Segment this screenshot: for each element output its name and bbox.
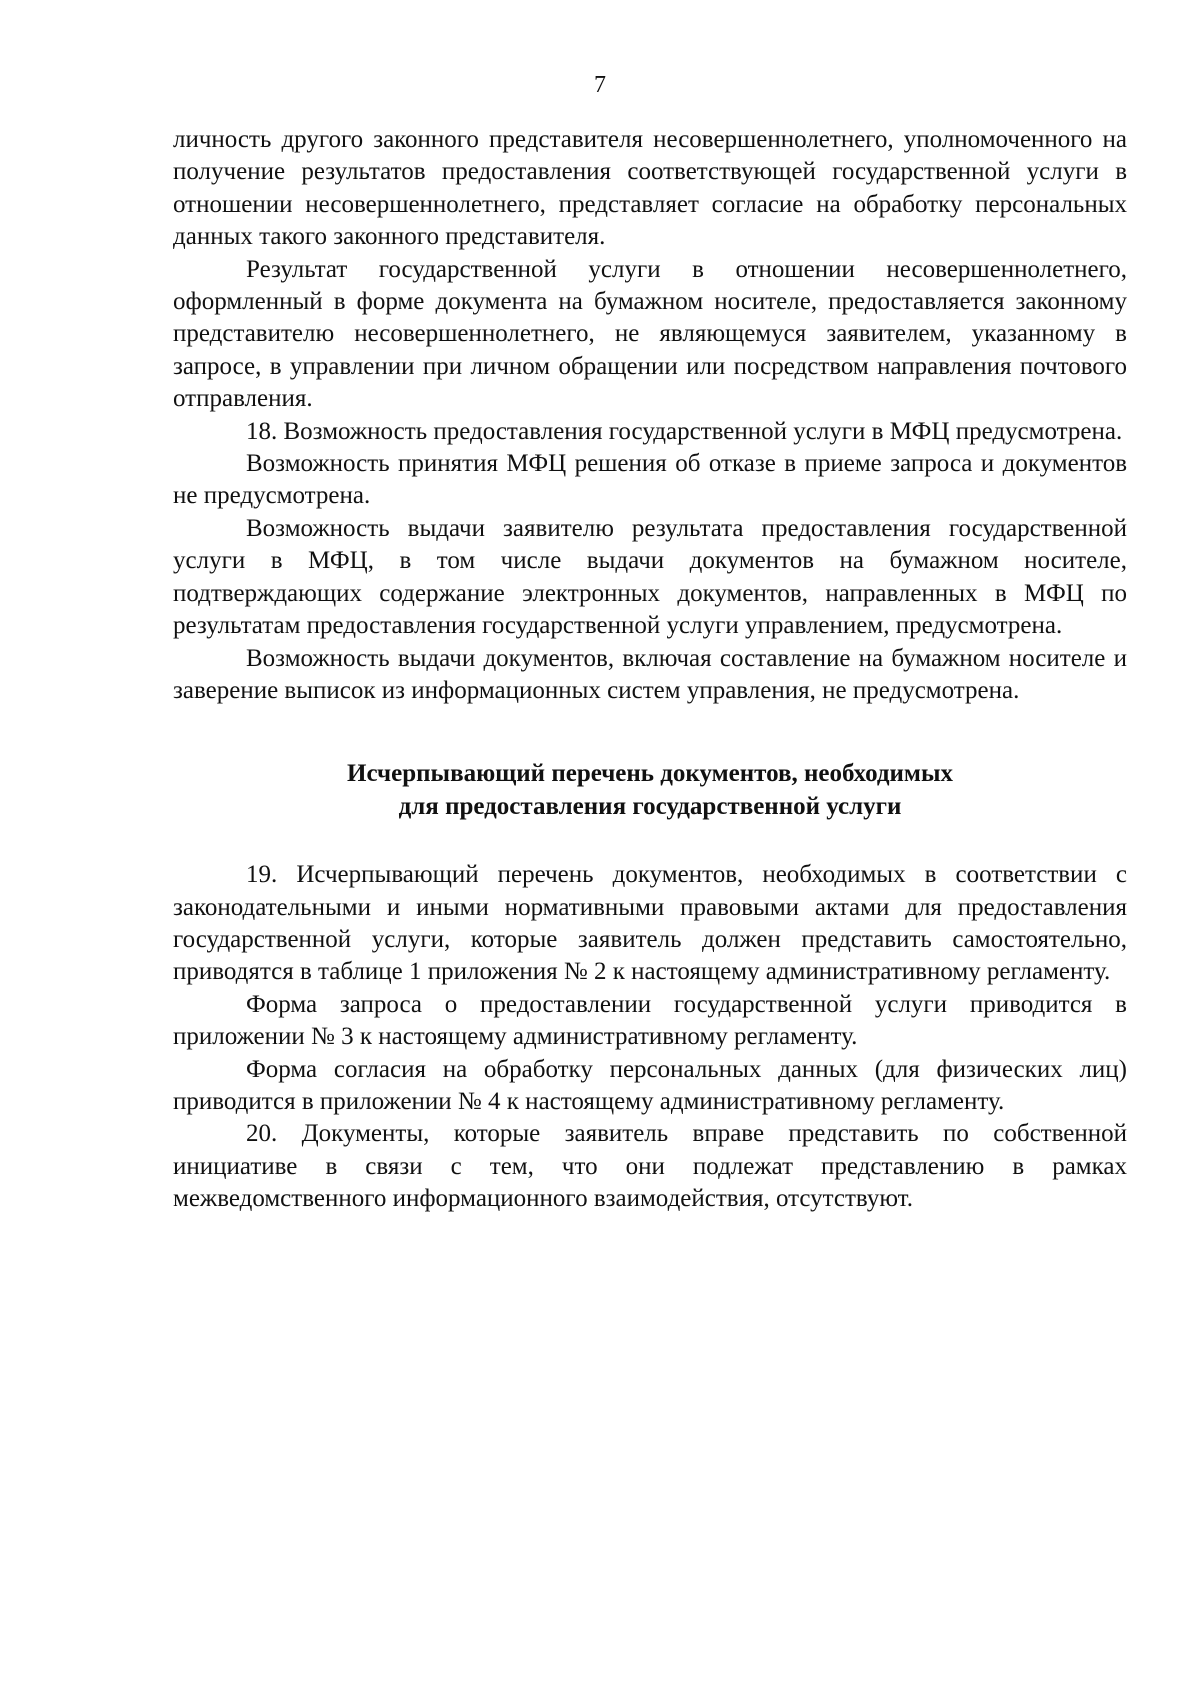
paragraph-continuation: личность другого законного представителя несовершеннолетнего, уполномоченного на получение результатов предоставления соответствующей государственной услуги в отношении несовершеннолетнего, представляет согласие на обработку персональных данных такого законного представителя. bbox=[173, 126, 1127, 251]
paragraph-18-mfc: 18. Возможность предоставления государственной услуги в МФЦ предусмотрена. bbox=[246, 417, 1123, 445]
document-body bbox=[173, 124, 1127, 1216]
paragraph-mfc-issuance: Возможность выдачи заявителю результата предоставления государственной услуги в МФЦ, в том числе выдачи документов на бумажном носителе, подтверждающих содержание электронных документов, направленных в МФЦ по результатам предоставления государственной услуги управлением, предусмотрена. bbox=[173, 514, 1127, 640]
paragraph-consent-form: Форма согласия на обработку персональных данных (для физических лиц) приводится в приложении № 4 к настоящему административному регламенту. bbox=[173, 1055, 1127, 1115]
paragraph-result-minor: Результат государственной услуги в отношении несовершеннолетнего, оформленный в форме документа на бумажном носителе, предоставляется законному представителю несовершеннолетнего, не являющемуся заявителем, указанному в запросе, в управлении при личном обращении или посредством направления почтового отправления. bbox=[173, 255, 1127, 413]
section-heading-line-2: для предоставления государственной услуги bbox=[398, 792, 902, 820]
paragraph-extracts: Возможность выдачи документов, включая составление на бумажном носителе и заверение выписок из информационных систем управления, не предусмотрена. bbox=[173, 644, 1127, 704]
paragraph-19-documents: 19. Исчерпывающий перечень документов, необходимых в соответствии с законодательными и иными нормативными правовыми актами для предоставления государственной услуги, которые заявитель должен представить самостоятельно, приводятся в таблице 1 приложения № 2 к настоящему административному регламенту. bbox=[173, 861, 1127, 986]
page-number: 7 bbox=[594, 72, 606, 98]
paragraph-request-form: Форма запроса о предоставлении государственной услуги приводится в приложении № 3 к настоящему административному регламенту. bbox=[173, 990, 1127, 1051]
section-heading-line-1: Исчерпывающий перечень документов, необходимых bbox=[347, 760, 953, 788]
paragraph-20-documents: 20. Документы, которые заявитель вправе представить по собственной инициативе в связи с тем, что они подлежат представлению в рамках межведомственного информационного взаимодействия, отсутствуют. bbox=[173, 1120, 1127, 1213]
paragraph-mfc-refusal: Возможность принятия МФЦ решения об отказе в приеме запроса и документов не предусмотрена. bbox=[173, 450, 1127, 510]
section-heading bbox=[173, 758, 1127, 823]
